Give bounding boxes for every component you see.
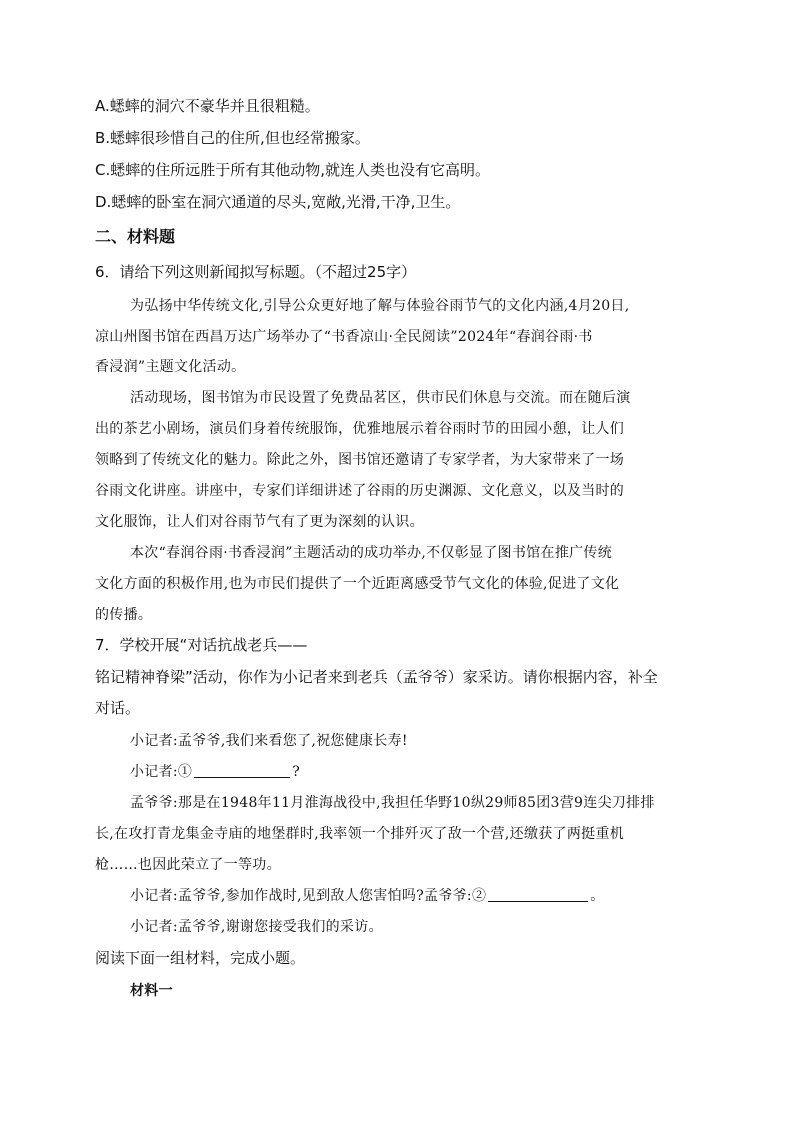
question-7-prompt: 铭记精神脊梁”活动，你作为小记者来到老兵（孟爷爷）家采访。请你根据内容，补全 — [95, 668, 658, 686]
section-title: 二、材料题 — [95, 227, 176, 246]
question-7-prompt: 7．学校开展“对话抗战老兵—— — [95, 636, 308, 654]
question-7-prompt: 对话。 — [95, 699, 141, 717]
dialogue-veteran-line: 长,在攻打青龙集金寺庙的地堡群时,我率领一个排歼灭了敌一个营,还缴获了两挺重机 — [95, 826, 625, 842]
option-d: D.蟋蟀的卧室在洞穴通道的尽头,宽敞,光滑,干净,卫生。 — [95, 193, 461, 211]
news-paragraph-2-line: 谷雨文化讲座。讲座中，专家们详细讲述了谷雨的历史渊源、文化意义，以及当时的 — [95, 483, 625, 499]
option-b: B.蟋蟀很珍惜自己的住所,但也经常搬家。 — [95, 129, 370, 147]
dialogue-veteran-line: 孟爷爷:那是在1948年11月淮海战役中,我担任华野10纵29师85团3营9连尖刀排排 — [130, 795, 655, 811]
question-6-prompt: 6．请给下列这则新闻拟写标题。（不超过25字） — [95, 263, 417, 281]
dialogue-blank-1-suffix: ? — [292, 764, 301, 780]
dialogue-reporter-greeting: 小记者:孟爷爷,我们来看您了,祝您健康长寿! — [130, 733, 408, 749]
answer-blank-1[interactable] — [194, 763, 290, 778]
news-paragraph-3-line: 的传播。 — [95, 607, 153, 623]
dialogue-blank-1-label: 小记者:① — [130, 764, 193, 780]
dialogue-reporter-blank-2 — [130, 886, 605, 906]
news-paragraph-1-line: 为弘扬中华传统文化,引导公众更好地了解与体验谷雨节气的文化内涵,4月20日, — [130, 298, 630, 314]
dialogue-blank-2-label: 小记者:孟爷爷,参加作战时,见到敌人您害怕吗?孟爷爷:② — [130, 888, 487, 904]
news-paragraph-3-line: 本次“春润谷雨·书香浸润”主题活动的成功举办,不仅彰显了图书馆在推广传统 — [130, 545, 613, 561]
reading-intro: 阅读下面一组材料，完成小题。 — [95, 949, 306, 967]
dialogue-blank-2-suffix: 。 — [590, 888, 605, 904]
dialogue-reporter-thanks: 小记者:孟爷爷,谢谢您接受我们的采访。 — [130, 919, 383, 935]
news-paragraph-2-line: 活动现场，图书馆为市民设置了免费品茗区，供市民们休息与交流。而在随后演 — [130, 390, 631, 406]
news-paragraph-2-line: 文化服饰，让人们对谷雨节气有了更为深刻的认识。 — [95, 514, 424, 530]
news-paragraph-3-line: 文化方面的积极作用,也为市民们提供了一个近距离感受节气文化的体验,促进了文化 — [95, 576, 620, 592]
news-paragraph-2-line: 领略到了传统文化的魅力。除此之外，图书馆还邀请了专家学者，为大家带来了一场 — [95, 452, 625, 468]
material-1-heading: 材料一 — [130, 983, 173, 999]
dialogue-veteran-line: 枪……也因此荣立了一等功。 — [95, 857, 281, 873]
option-c: C.蟋蟀的住所远胜于所有其他动物,就连人类也没有它高明。 — [95, 161, 491, 179]
answer-blank-2[interactable] — [488, 887, 588, 902]
news-paragraph-1-line: 凉山州图书馆在西昌万达广场举办了“书香凉山·全民阅读”2024年“春润谷雨·书 — [95, 329, 593, 345]
news-paragraph-2-line: 出的茶艺小剧场，演员们身着传统服饰，优雅地展示着谷雨时节的田园小憩，让人们 — [95, 421, 625, 437]
dialogue-reporter-blank-1 — [130, 762, 300, 782]
news-paragraph-1-line: 香浸润”主题文化活动。 — [95, 359, 246, 375]
option-a: A.蟋蟀的洞穴不豪华并且很粗糙。 — [95, 97, 320, 115]
